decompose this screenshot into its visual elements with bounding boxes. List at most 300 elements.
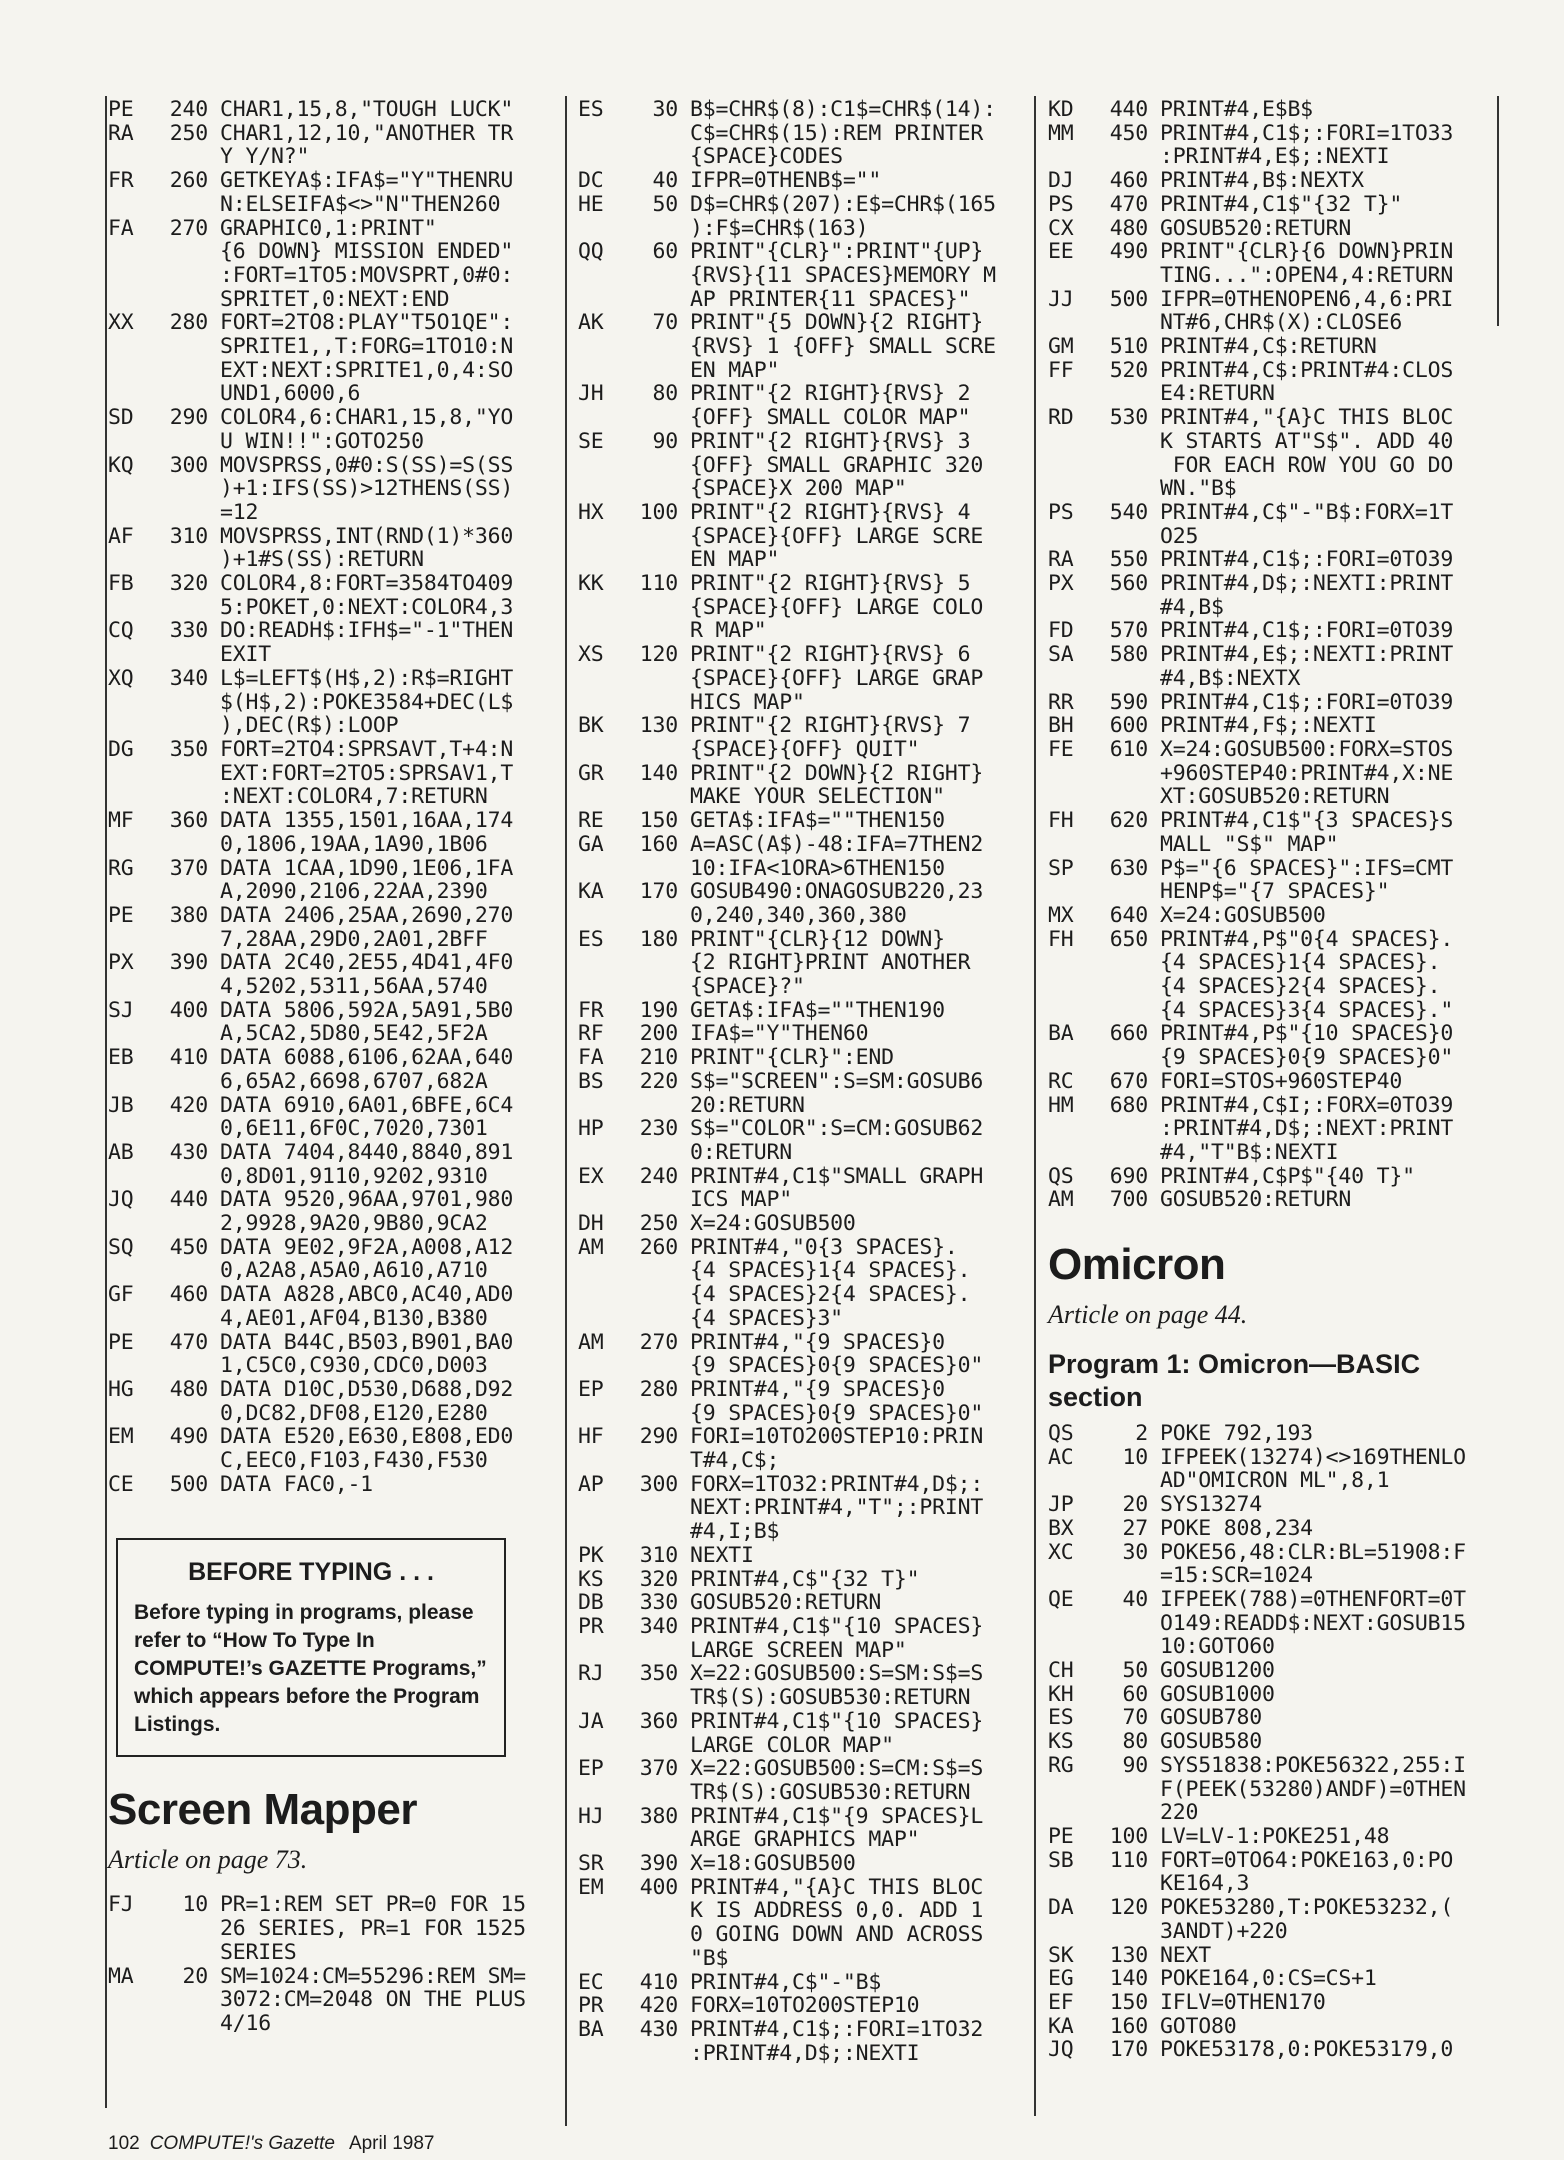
statement-text: EXT:NEXT:SPRITE1,0,4:SO — [220, 357, 514, 383]
listing-line — [1048, 1517, 1508, 1541]
statement-text: X=22:GOSUB500:S=SM:S$=S — [690, 1661, 984, 1687]
omicron-basic-listing — [1048, 1422, 1508, 2062]
statement-text: :PRINT#4,E$;:NEXTI — [1160, 144, 1390, 170]
listing-line — [1048, 1659, 1508, 1683]
listing-line — [108, 1331, 548, 1355]
statement-text: PRINT#4,C1$"{32 T}" — [1160, 191, 1403, 217]
listing-line — [108, 1212, 548, 1236]
statement-text: AP PRINTER{11 SPACES}" — [690, 286, 971, 312]
listing-line — [1048, 1469, 1508, 1493]
checksum-code: FJ — [108, 1892, 134, 1918]
listing-line — [578, 596, 1026, 620]
statement-text: PRINT#4,C$:RETURN — [1160, 334, 1377, 360]
statement-text: GRAPHIC0,1:PRINT" — [220, 215, 437, 241]
listing-line — [578, 857, 1026, 881]
statement-text: :NEXT:COLOR4,7:RETURN — [220, 784, 488, 810]
screen-mapper-listing-middle — [578, 98, 1026, 2065]
statement-text: DATA 2C40,2E55,4D41,4F0 — [220, 950, 514, 976]
line-number: 520 — [1109, 357, 1148, 383]
statement-text: {SPACE}X 200 MAP" — [690, 476, 907, 502]
listing-line — [1048, 145, 1508, 169]
statement-text: 6,65A2,6698,6707,682A — [220, 1068, 488, 1094]
line-number: 100 — [1109, 1824, 1148, 1849]
listing-line — [1048, 1141, 1508, 1165]
statement-text: PRINT#4,"{A}C THIS BLOC — [690, 1874, 984, 1900]
statement-text: 4,5202,5311,56AA,5740 — [220, 974, 488, 1000]
listing-line — [1048, 738, 1508, 762]
listing-line — [578, 477, 1026, 501]
listing-line — [578, 193, 1026, 217]
listing-line — [108, 809, 548, 833]
listing-line — [1048, 359, 1508, 383]
line-number: 530 — [1109, 405, 1148, 431]
listing-line — [108, 857, 548, 881]
before-typing-notice — [116, 1538, 506, 1757]
line-number: 250 — [169, 120, 208, 146]
line-number: 190 — [639, 997, 678, 1023]
line-number: 420 — [639, 1993, 678, 2019]
tough-luck-listing-tail — [108, 98, 548, 1496]
statement-text: 10:IFA<1ORA>6THEN150 — [690, 855, 945, 881]
statement-text: TR$(S):GOSUB530:RETURN — [690, 1779, 971, 1805]
checksum-code: MM — [1048, 120, 1074, 146]
listing-line — [108, 169, 548, 193]
column-divider-middle — [565, 96, 567, 2126]
line-number: 410 — [169, 1045, 208, 1071]
listing-line — [108, 1893, 548, 1917]
statement-text: GETKEYA$:IFA$="Y"THENRU — [220, 168, 514, 194]
listing-line — [1048, 1446, 1508, 1470]
statement-text: A=ASC(A$)-48:IFA=7THEN2 — [690, 831, 984, 857]
listing-column-1 — [108, 98, 548, 2036]
line-number: 10 — [1122, 1444, 1148, 1470]
statement-text: GOSUB520:RETURN — [1160, 215, 1352, 241]
listing-line — [108, 572, 548, 596]
line-number: 640 — [1109, 902, 1148, 928]
listing-line — [578, 430, 1026, 454]
listing-line — [1048, 1117, 1508, 1141]
listing-line — [108, 904, 548, 928]
statement-text: 20:RETURN — [690, 1092, 805, 1118]
listing-line — [578, 382, 1026, 406]
listing-line — [108, 1354, 548, 1378]
statement-text: TR$(S):GOSUB530:RETURN — [690, 1685, 971, 1711]
screen-mapper-title: Screen Mapper — [108, 1785, 417, 1835]
listing-line — [108, 193, 548, 217]
listing-line — [578, 1425, 1026, 1449]
statement-text: N:ELSEIFA$<>"N"THEN260 — [220, 191, 501, 217]
line-number: 80 — [1122, 1729, 1148, 1755]
statement-text: PRINT"{2 RIGHT}{RVS} 6 — [690, 642, 971, 668]
listing-line — [108, 1425, 548, 1449]
statement-text: ),DEC(R$):LOOP — [220, 713, 399, 739]
checksum-code: AB — [108, 1139, 134, 1165]
line-number: 680 — [1109, 1092, 1148, 1118]
statement-text: 1,C5C0,C930,CDC0,D003 — [220, 1353, 488, 1379]
checksum-code: CH — [1048, 1658, 1074, 1684]
statement-text: {4 SPACES}1{4 SPACES}. — [690, 1258, 971, 1284]
listing-line — [108, 1259, 548, 1283]
statement-text: PRINT#4,E$B$ — [1160, 97, 1313, 122]
statement-text: C,EEC0,F103,F430,F530 — [220, 1448, 488, 1474]
line-number: 700 — [1109, 1187, 1148, 1213]
statement-text: PRINT#4,C$P$"{40 T}" — [1160, 1163, 1415, 1189]
listing-line — [108, 951, 548, 975]
checksum-code: RG — [108, 855, 134, 881]
listing-line — [1048, 572, 1508, 596]
statement-text: COLOR4,6:CHAR1,15,8,"YO — [220, 405, 514, 431]
line-number: 300 — [169, 452, 208, 478]
line-number: 340 — [639, 1614, 678, 1639]
statement-text: POKE53280,T:POKE53232,( — [1160, 1895, 1454, 1921]
listing-line — [1048, 1967, 1508, 1991]
checksum-code: FE — [1048, 736, 1074, 762]
listing-line — [578, 2018, 1026, 2042]
checksum-code: XQ — [108, 665, 134, 691]
checksum-code: DG — [108, 736, 134, 762]
listing-line — [108, 667, 548, 691]
statement-text: {SPACE}?" — [690, 974, 805, 1000]
statement-text: GOSUB780 — [1160, 1705, 1262, 1731]
line-number: 180 — [639, 926, 678, 952]
checksum-code: FF — [1048, 357, 1074, 383]
listing-line — [578, 1710, 1026, 1734]
statement-text: #4,B$ — [1160, 594, 1224, 620]
line-number: 320 — [639, 1566, 678, 1592]
statement-text: {RVS} 1 {OFF} SMALL SCRE — [690, 334, 996, 360]
listing-line — [578, 1496, 1026, 1520]
statement-text: SERIES — [220, 1939, 297, 1965]
statement-text: {4 SPACES}1{4 SPACES}. — [1160, 950, 1441, 976]
checksum-code: DB — [578, 1590, 604, 1616]
listing-line — [578, 1639, 1026, 1663]
line-number: 110 — [639, 571, 678, 597]
statement-text: K STARTS AT"S$". ADD 40 — [1160, 428, 1454, 454]
checksum-code: PE — [108, 1329, 134, 1355]
listing-line — [578, 809, 1026, 833]
statement-text: O149:READD$:NEXT:GOSUB15 — [1160, 1610, 1466, 1636]
statement-text: X=24:GOSUB500 — [1160, 902, 1326, 928]
omicron-program-heading: Program 1: Omicron—BASIC section — [1048, 1349, 1421, 1413]
line-number: 210 — [639, 1045, 678, 1071]
checksum-code: KH — [1048, 1681, 1074, 1707]
statement-text: SYS13274 — [1160, 1492, 1262, 1518]
statement-text: {9 SPACES}0{9 SPACES}0" — [690, 1400, 984, 1426]
listing-line — [108, 382, 548, 406]
checksum-code: AP — [578, 1471, 604, 1497]
line-number: 430 — [639, 2016, 678, 2042]
listing-line — [1048, 1754, 1508, 1778]
listing-line — [108, 619, 548, 643]
listing-line — [578, 1994, 1026, 2018]
listing-line — [578, 1354, 1026, 1378]
page-number: 102 — [108, 2133, 140, 2154]
line-number: 540 — [1109, 499, 1148, 525]
statement-text: {4 SPACES}3" — [690, 1305, 843, 1331]
listing-line — [1048, 217, 1508, 241]
statement-text: A,5CA2,5D80,5E42,5F2A — [220, 1021, 488, 1047]
listing-line — [578, 1378, 1026, 1402]
checksum-code: KA — [1048, 2013, 1074, 2039]
statement-text: DATA 5806,592A,5A91,5B0 — [220, 997, 514, 1023]
statement-text: EXIT — [220, 642, 271, 668]
listing-line — [108, 1236, 548, 1260]
checksum-code: HF — [578, 1424, 604, 1450]
listing-line — [578, 335, 1026, 359]
statement-text: S$="COLOR":S=CM:GOSUB62 — [690, 1116, 984, 1142]
listing-line — [578, 1947, 1026, 1971]
listing-line — [578, 217, 1026, 241]
listing-line — [108, 454, 548, 478]
listing-line — [1048, 833, 1508, 857]
listing-line — [578, 975, 1026, 999]
listing-line — [578, 643, 1026, 667]
checksum-code: RD — [1048, 405, 1074, 431]
listing-line — [1048, 1801, 1508, 1825]
line-number: 380 — [169, 902, 208, 928]
statement-text: POKE53178,0:POKE53179,0 — [1160, 2037, 1454, 2063]
checksum-code: HM — [1048, 1092, 1074, 1118]
statement-text: {6 DOWN} MISSION ENDED" — [220, 239, 514, 265]
listing-line — [108, 785, 548, 809]
listing-line — [1048, 1094, 1508, 1118]
listing-line — [1048, 98, 1508, 122]
line-number: 290 — [639, 1424, 678, 1450]
checksum-code: EP — [578, 1376, 604, 1402]
listing-line — [108, 311, 548, 335]
statement-text: PRINT"{CLR}{6 DOWN}PRIN — [1160, 239, 1454, 265]
statement-text: IFPEEK(788)=0THENFORT=0T — [1160, 1586, 1466, 1612]
checksum-code: EF — [1048, 1989, 1074, 2015]
checksum-code: FD — [1048, 618, 1074, 644]
checksum-code: JQ — [108, 1187, 134, 1213]
listing-line — [1048, 596, 1508, 620]
notice-body: Before typing in programs, please refer to “How To Type In COMPUTE!’s GAZETTE Programs,” which appears before the Program Listings. — [134, 1601, 487, 1737]
line-number: 500 — [169, 1471, 208, 1497]
line-number: 350 — [169, 736, 208, 762]
statement-text: C$=CHR$(15):REM PRINTER — [690, 120, 984, 146]
checksum-code: RG — [1048, 1752, 1074, 1778]
line-number: 580 — [1109, 642, 1148, 668]
checksum-code: KS — [1048, 1729, 1074, 1755]
checksum-code: EM — [108, 1424, 134, 1450]
line-number: 370 — [169, 855, 208, 881]
checksum-code: SE — [578, 428, 604, 454]
listing-line — [1048, 785, 1508, 809]
listing-line — [1048, 406, 1508, 430]
statement-text: {SPACE}{OFF} LARGE SCRE — [690, 523, 984, 549]
checksum-code: BX — [1048, 1515, 1074, 1541]
listing-line — [578, 1899, 1026, 1923]
checksum-code: QS — [1048, 1163, 1074, 1189]
screen-mapper-article-ref: Article on page 73. — [108, 1845, 308, 1875]
listing-line — [1048, 1046, 1508, 1070]
line-number: 630 — [1109, 855, 1148, 881]
line-number: 120 — [1109, 1895, 1148, 1921]
statement-text: ):F$=CHR$(163) — [690, 215, 869, 241]
listing-line — [108, 1965, 548, 1989]
listing-line — [1048, 880, 1508, 904]
checksum-code: MA — [108, 1963, 134, 1989]
checksum-code: HP — [578, 1116, 604, 1142]
checksum-code: HG — [108, 1376, 134, 1402]
listing-line — [578, 122, 1026, 146]
listing-line — [1048, 667, 1508, 691]
checksum-code: EX — [578, 1163, 604, 1189]
statement-text: =12 — [220, 499, 259, 525]
statement-text: KE164,3 — [1160, 1871, 1250, 1897]
line-number: 620 — [1109, 808, 1148, 834]
statement-text: PRINT#4,D$;:NEXTI:PRINT — [1160, 571, 1454, 597]
statement-text: EN MAP" — [690, 357, 780, 383]
statement-text: :PRINT#4,D$;:NEXT:PRINT — [1160, 1116, 1454, 1142]
omicron-article-ref: Article on page 44. — [1048, 1300, 1248, 1330]
listing-line — [578, 691, 1026, 715]
statement-text: EN MAP" — [690, 547, 780, 573]
listing-line — [108, 1378, 548, 1402]
checksum-code: BK — [578, 713, 604, 739]
listing-line — [108, 1070, 548, 1094]
listing-line — [108, 2012, 548, 2036]
statement-text: 7,28AA,29D0,2A01,2BFF — [220, 926, 488, 952]
listing-line — [578, 1283, 1026, 1307]
checksum-code: PE — [108, 97, 134, 122]
listing-line — [1048, 382, 1508, 406]
listing-line — [578, 169, 1026, 193]
listing-line — [578, 619, 1026, 643]
listing-line — [578, 359, 1026, 383]
listing-line — [1048, 762, 1508, 786]
line-number: 330 — [639, 1590, 678, 1616]
line-number: 280 — [169, 310, 208, 336]
statement-text: =15:SCR=1024 — [1160, 1563, 1313, 1589]
statement-text: PRINT"{2 RIGHT}{RVS} 5 — [690, 571, 971, 597]
listing-line — [578, 311, 1026, 335]
listing-line — [1048, 1991, 1508, 2015]
checksum-code: CX — [1048, 215, 1074, 241]
statement-text: X=24:GOSUB500 — [690, 1211, 856, 1237]
line-number: 490 — [169, 1424, 208, 1450]
statement-text: {9 SPACES}0{9 SPACES}0" — [690, 1353, 984, 1379]
listing-line — [578, 1259, 1026, 1283]
checksum-code: EB — [108, 1045, 134, 1071]
checksum-code: GR — [578, 760, 604, 786]
listing-line — [578, 1046, 1026, 1070]
listing-line — [108, 359, 548, 383]
statement-text: {SPACE}CODES — [690, 144, 843, 170]
listing-line — [578, 406, 1026, 430]
statement-text: T#4,C$; — [690, 1448, 780, 1474]
listing-line — [1048, 2038, 1508, 2062]
listing-line — [1048, 1920, 1508, 1944]
line-number: 230 — [639, 1116, 678, 1142]
line-number: 260 — [639, 1234, 678, 1260]
checksum-code: DH — [578, 1211, 604, 1237]
checksum-code: SD — [108, 405, 134, 431]
line-number: 100 — [639, 499, 678, 525]
listing-line — [578, 1662, 1026, 1686]
statement-text: 26 SERIES, PR=1 FOR 1525 — [220, 1916, 526, 1942]
listing-line — [1048, 1022, 1508, 1046]
listing-line — [578, 98, 1026, 122]
listing-line — [108, 1283, 548, 1307]
checksum-code: FR — [108, 168, 134, 194]
listing-line — [578, 264, 1026, 288]
listing-line — [1048, 193, 1508, 217]
omicron-title: Omicron — [1048, 1240, 1226, 1290]
listing-line — [578, 1568, 1026, 1592]
listing-line — [578, 1331, 1026, 1355]
listing-line — [1048, 2015, 1508, 2039]
checksum-code: MF — [108, 808, 134, 834]
checksum-code: HE — [578, 191, 604, 217]
listing-line — [108, 1473, 548, 1497]
statement-text: PRINT#4,F$;:NEXTI — [1160, 713, 1377, 739]
checksum-code: EM — [578, 1874, 604, 1900]
listing-line — [108, 477, 548, 501]
line-number: 40 — [1122, 1586, 1148, 1612]
statement-text: FORT=2TO4:SPRSAVT,T+4:N — [220, 736, 514, 762]
line-number: 270 — [169, 215, 208, 241]
statement-text: 0,A2A8,A5A0,A610,A710 — [220, 1258, 488, 1284]
statement-text: R MAP" — [690, 618, 767, 644]
listing-line — [1048, 975, 1508, 999]
checksum-code: PR — [578, 1614, 604, 1639]
checksum-code: FH — [1048, 808, 1074, 834]
listing-line — [578, 833, 1026, 857]
listing-line — [1048, 335, 1508, 359]
statement-text: POKE56,48:CLR:BL=51908:F — [1160, 1539, 1466, 1565]
statement-text: GETA$:IFA$=""THEN190 — [690, 997, 945, 1023]
listing-line — [578, 525, 1026, 549]
statement-text: DATA E520,E630,E808,ED0 — [220, 1424, 514, 1450]
line-number: 160 — [639, 831, 678, 857]
listing-line — [1048, 1944, 1508, 1968]
listing-line — [578, 1734, 1026, 1758]
listing-line — [578, 1544, 1026, 1568]
statement-text: ICS MAP" — [690, 1187, 792, 1213]
listing-line — [578, 1615, 1026, 1639]
checksum-code: JH — [578, 381, 604, 407]
statement-text: PRINT#4,C$"-"B$ — [690, 1969, 882, 1995]
listing-line — [108, 525, 548, 549]
listing-line — [578, 240, 1026, 264]
checksum-code: XX — [108, 310, 134, 336]
statement-text: X=22:GOSUB500:S=CM:S$=S — [690, 1756, 984, 1782]
line-number: 650 — [1109, 926, 1148, 952]
checksum-code: SQ — [108, 1234, 134, 1260]
statement-text: FORX=1TO32:PRINT#4,D$;: — [690, 1471, 984, 1497]
statement-text: GOSUB490:ONAGOSUB220,23 — [690, 879, 984, 905]
checksum-code: FH — [1048, 926, 1074, 952]
line-number: 470 — [1109, 191, 1148, 217]
checksum-code: PE — [108, 902, 134, 928]
statement-text: PRINT#4,C1$;:FORI=0TO39 — [1160, 618, 1454, 644]
statement-text: X=18:GOSUB500 — [690, 1851, 856, 1877]
line-number: 20 — [1122, 1492, 1148, 1518]
listing-line — [578, 2042, 1026, 2066]
listing-line — [578, 714, 1026, 738]
notice-title: BEFORE TYPING . . . — [188, 1558, 434, 1587]
listing-line — [578, 999, 1026, 1023]
listing-line — [578, 1923, 1026, 1947]
statement-text: {SPACE}{OFF} QUIT" — [690, 736, 920, 762]
statement-text: 3072:CM=2048 ON THE PLUS — [220, 1987, 526, 2013]
statement-text: FORI=STOS+960STEP40 — [1160, 1068, 1403, 1094]
statement-text: 0,6E11,6F0C,7020,7301 — [220, 1116, 488, 1142]
listing-line — [578, 1520, 1026, 1544]
statement-text: PRINT#4,C1$"SMALL GRAPH — [690, 1163, 984, 1189]
